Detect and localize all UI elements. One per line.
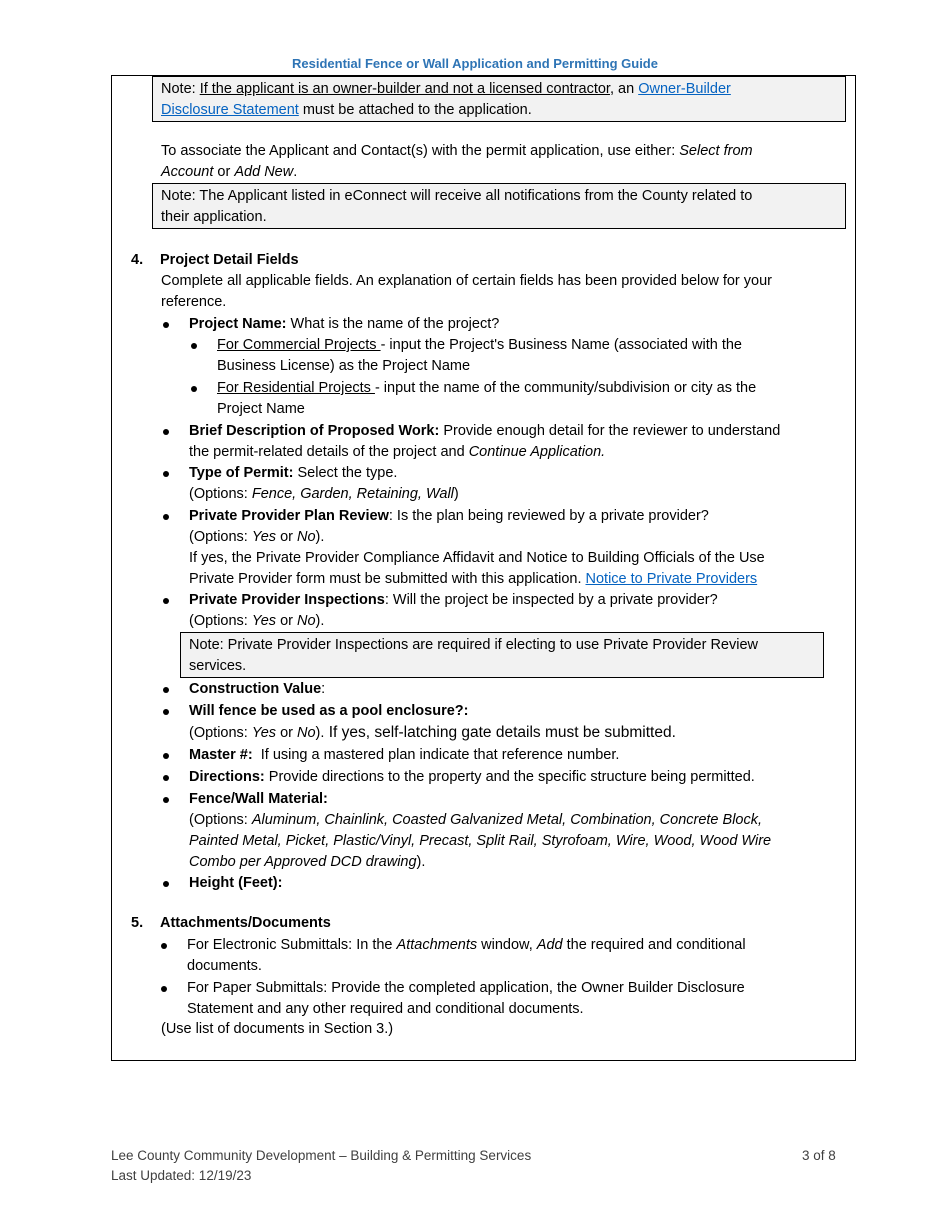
associate-paragraph [161,141,753,183]
field-brief-description: Brief Description of Proposed Work: Provide enough detail for the reviewer to understand the permit-related details of the project and Continue Application. [189,423,781,460]
field-directions: Directions: Provide directions to the property and the specific structure being permitted. [189,769,755,785]
section-5-number: 5. [131,915,144,931]
residential-projects-note: For Residential Projects - input the name of the community/subdivision or city as the Project Name [217,380,757,417]
bullet-icon [163,514,171,522]
bullet-icon [163,429,171,437]
field-fence-wall-material: Fence/Wall Material: (Options: Aluminum, Chainlink, Coasted Galvanized Metal, Combination, Concrete Block, Painted Metal, Picket, Plastic/Vinyl, Precast, Split Rail, Styrofoam, Wire, Wood, Wood Wire Combo per Approved DCD drawing). [189,791,772,870]
footer-page-number: 3 of 8 [802,1148,836,1163]
bullet-icon [163,775,171,783]
section-5-note: (Use list of documents in Section 3.) [161,1021,394,1037]
note-owner-builder [152,76,846,122]
note-line: services. [189,658,247,674]
bullet-icon [163,709,171,717]
footer-last-updated: Last Updated: 12/19/23 [111,1168,252,1183]
bullet-icon [161,986,169,994]
document-header-title: Residential Fence or Wall Application and Permitting Guide [292,56,658,71]
section-4-number: 4. [131,252,144,268]
bullet-icon [163,471,171,479]
text-italic: Add New [234,164,294,180]
commercial-projects-note: For Commercial Projects - input the Project's Business Name (associated with the Business License) as the Project Name [217,337,742,374]
bullet-icon [163,598,171,606]
note-text: , an [609,81,639,97]
note-applicant-notifications [152,183,846,229]
text-italic: Account [161,164,214,180]
electronic-submittals: For Electronic Submittals: In the Attachments window, Add the required and conditional documents. [187,937,746,974]
section-4-intro [161,271,772,313]
field-master-number: Master #: If using a mastered plan indicate that reference number. [189,747,620,763]
note-prefix: Note: [161,81,200,97]
text: or [213,164,235,180]
text: reference. [161,294,227,310]
owner-builder-link[interactable]: Owner-Builder [638,81,731,97]
bullet-icon [191,343,199,351]
text: Complete all applicable fields. An explanation of certain fields has been provided below for your [161,273,772,289]
text: To associate the Applicant and Contact(s) with the permit application, use either: [161,143,680,159]
disclosure-statement-link[interactable]: Disclosure Statement [161,102,299,118]
bullet-icon [163,753,171,761]
section-5-title: Attachments/Documents [160,915,331,931]
field-construction-value: Construction Value: [189,681,326,697]
bullet-icon [191,386,199,394]
field-pool-enclosure: Will fence be used as a pool enclosure?: (Options: Yes or No). If yes, self-latching gate details must be submitted. [189,703,676,741]
field-project-name: Project Name: What is the name of the project? [189,316,500,332]
note-line: Note: The Applicant listed in eConnect will receive all notifications from the County related to [161,188,753,204]
section-4-title: Project Detail Fields [160,252,299,268]
field-private-provider-plan-review: Private Provider Plan Review: Is the plan being reviewed by a private provider? (Options: Yes or No). If yes, the Private Provider Compliance Affidavit and Notice to Building Officials of the Use Private Provider form must be submitted with this application. Notice to Private Providers [189,508,765,587]
field-height-feet: Height (Feet): [189,875,283,891]
text: . [293,164,298,180]
note-private-provider-inspections [180,632,824,678]
field-type-of-permit: Type of Permit: Select the type. (Options: Fence, Garden, Retaining, Wall) [189,465,459,502]
bullet-icon [163,797,171,805]
note-underlined-text: If the applicant is an owner-builder and not a licensed contractor [199,81,610,97]
bullet-icon [163,687,171,695]
text-italic: Select from [679,143,753,159]
note-line: their application. [161,209,267,225]
note-line: Note: Private Provider Inspections are required if electing to use Private Provider Review [189,637,758,653]
paper-submittals: For Paper Submittals: Provide the completed application, the Owner Builder Disclosure Statement and any other required and conditional documents. [187,980,745,1017]
notice-to-private-providers-link[interactable]: Notice to Private Providers [585,571,758,587]
note-text: must be attached to the application. [298,102,532,118]
bullet-icon [163,881,171,889]
footer-org: Lee County Community Development – Building & Permitting Services [111,1148,532,1163]
bullet-icon [161,943,169,951]
bullet-icon [163,322,171,330]
field-private-provider-inspections: Private Provider Inspections: Will the project be inspected by a private provider? (Options: Yes or No). [189,592,718,629]
